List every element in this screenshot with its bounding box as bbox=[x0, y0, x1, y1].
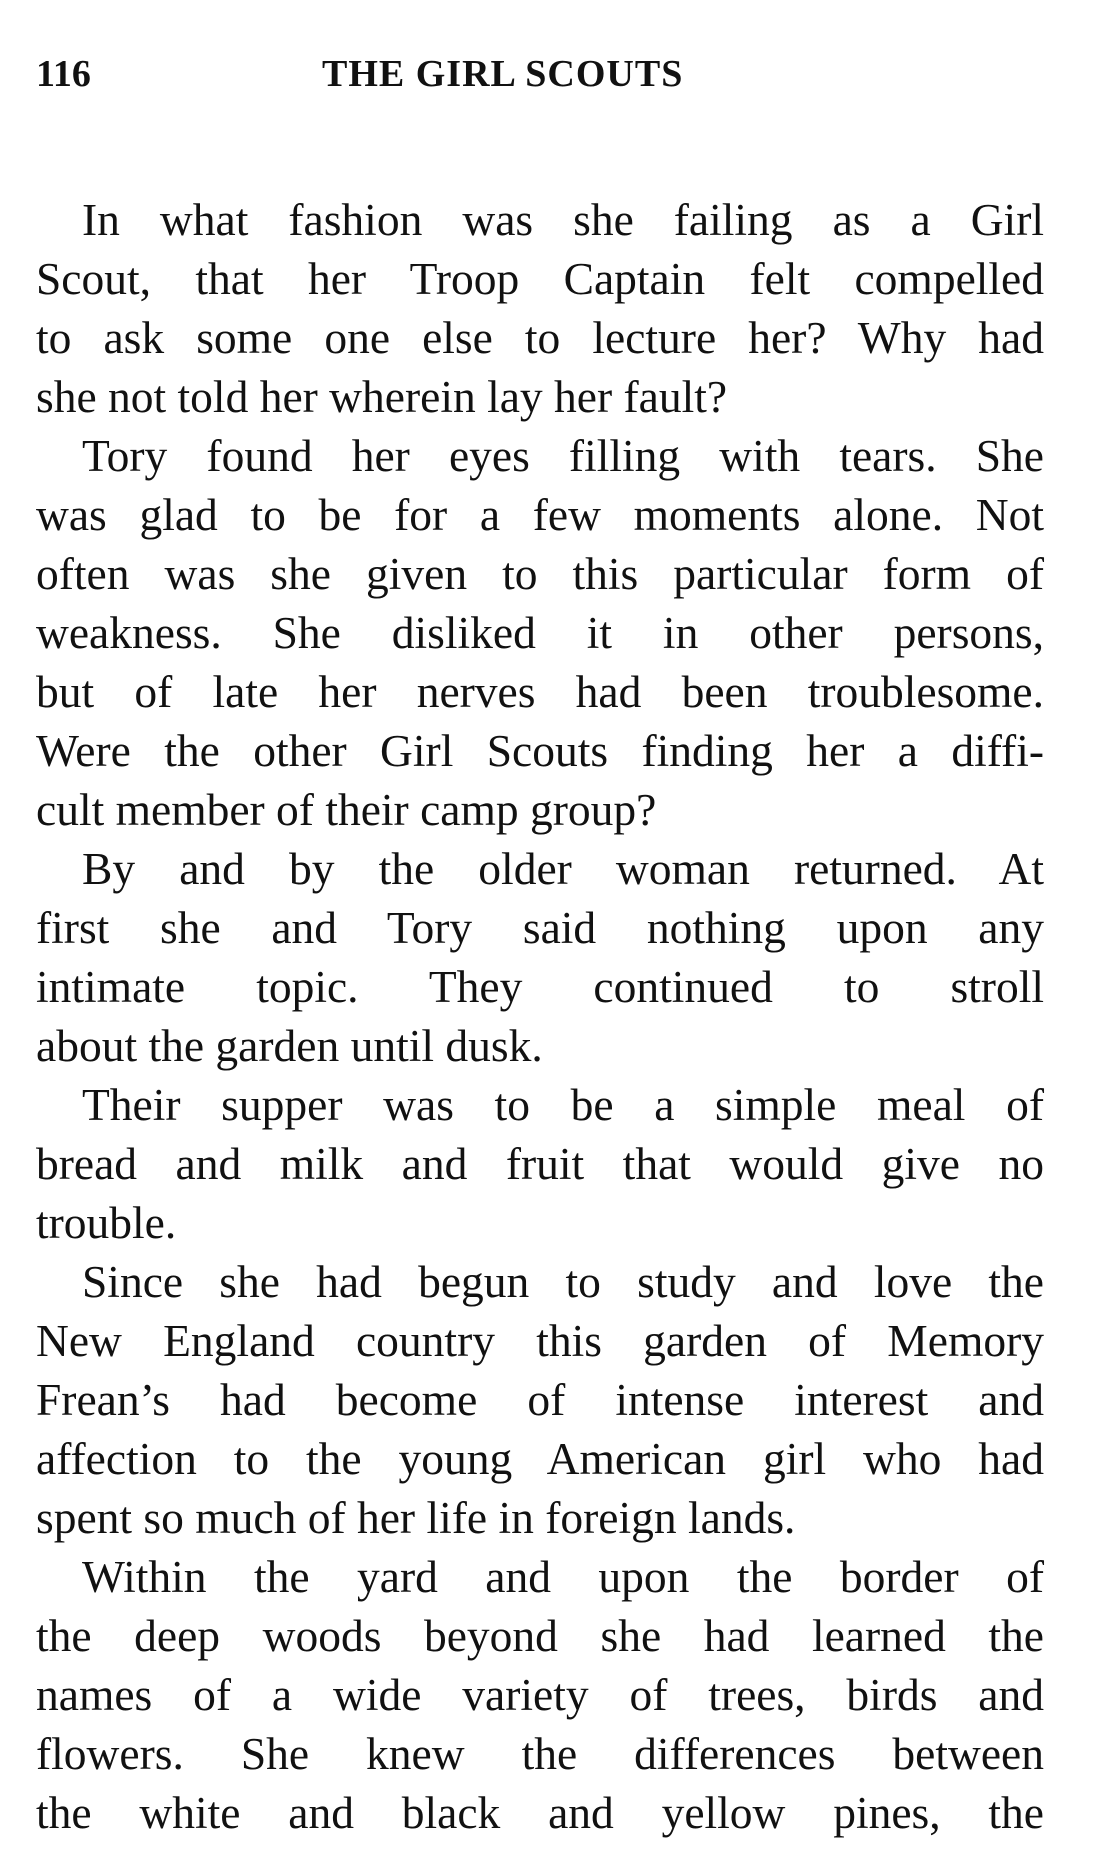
text-line: bread and milk and fruit that would give no bbox=[36, 1138, 1044, 1189]
text-line: weakness. She disliked it in other persons, bbox=[36, 607, 1044, 658]
text-line: affection to the young American girl who had bbox=[36, 1433, 1044, 1484]
text-line: spent so much of her life in foreign lands. bbox=[36, 1492, 796, 1543]
book-page bbox=[36, 50, 1044, 1842]
text-line: to ask some one else to lecture her? Why had bbox=[36, 312, 1044, 363]
text-line: Since she had begun to study and love the bbox=[82, 1256, 1044, 1307]
text-line: she not told her wherein lay her fault? bbox=[36, 371, 728, 422]
text-line: In what fashion was she failing as a Girl bbox=[82, 194, 1044, 245]
running-head bbox=[36, 50, 1044, 98]
text-line: often was she given to this particular form of bbox=[36, 548, 1044, 599]
text-line: names of a wide variety of trees, birds and bbox=[36, 1669, 1044, 1720]
text-line: the white and black and yellow pines, the bbox=[36, 1787, 1044, 1838]
text-line: first she and Tory said nothing upon any bbox=[36, 902, 1044, 953]
text-line: Scout, that her Troop Captain felt compelled bbox=[36, 253, 1044, 304]
text-line: the deep woods beyond she had learned the bbox=[36, 1610, 1044, 1661]
text-line: was glad to be for a few moments alone. Not bbox=[36, 489, 1044, 540]
text-line: but of late her nerves had been troublesome. bbox=[36, 666, 1044, 717]
text-line: cult member of their camp group? bbox=[36, 784, 657, 835]
text-line: Within the yard and upon the border of bbox=[82, 1551, 1044, 1602]
text-line: flowers. She knew the differences between bbox=[36, 1728, 1044, 1779]
page-number: 116 bbox=[36, 53, 91, 95]
text-line: Were the other Girl Scouts finding her a diffi- bbox=[36, 725, 1044, 776]
text-line: By and by the older woman returned. At bbox=[82, 843, 1044, 894]
body-text bbox=[36, 190, 1044, 1842]
text-line: Their supper was to be a simple meal of bbox=[82, 1079, 1044, 1130]
text-line: about the garden until dusk. bbox=[36, 1020, 543, 1071]
text-line: Frean’s had become of intense interest and bbox=[36, 1374, 1044, 1425]
text-line: New England country this garden of Memory bbox=[36, 1315, 1044, 1366]
text-line: trouble. bbox=[36, 1197, 177, 1248]
text-line: intimate topic. They continued to stroll bbox=[36, 961, 1044, 1012]
book-title: THE GIRL SCOUTS bbox=[322, 53, 684, 95]
text-line: Tory found her eyes filling with tears. She bbox=[82, 430, 1044, 481]
